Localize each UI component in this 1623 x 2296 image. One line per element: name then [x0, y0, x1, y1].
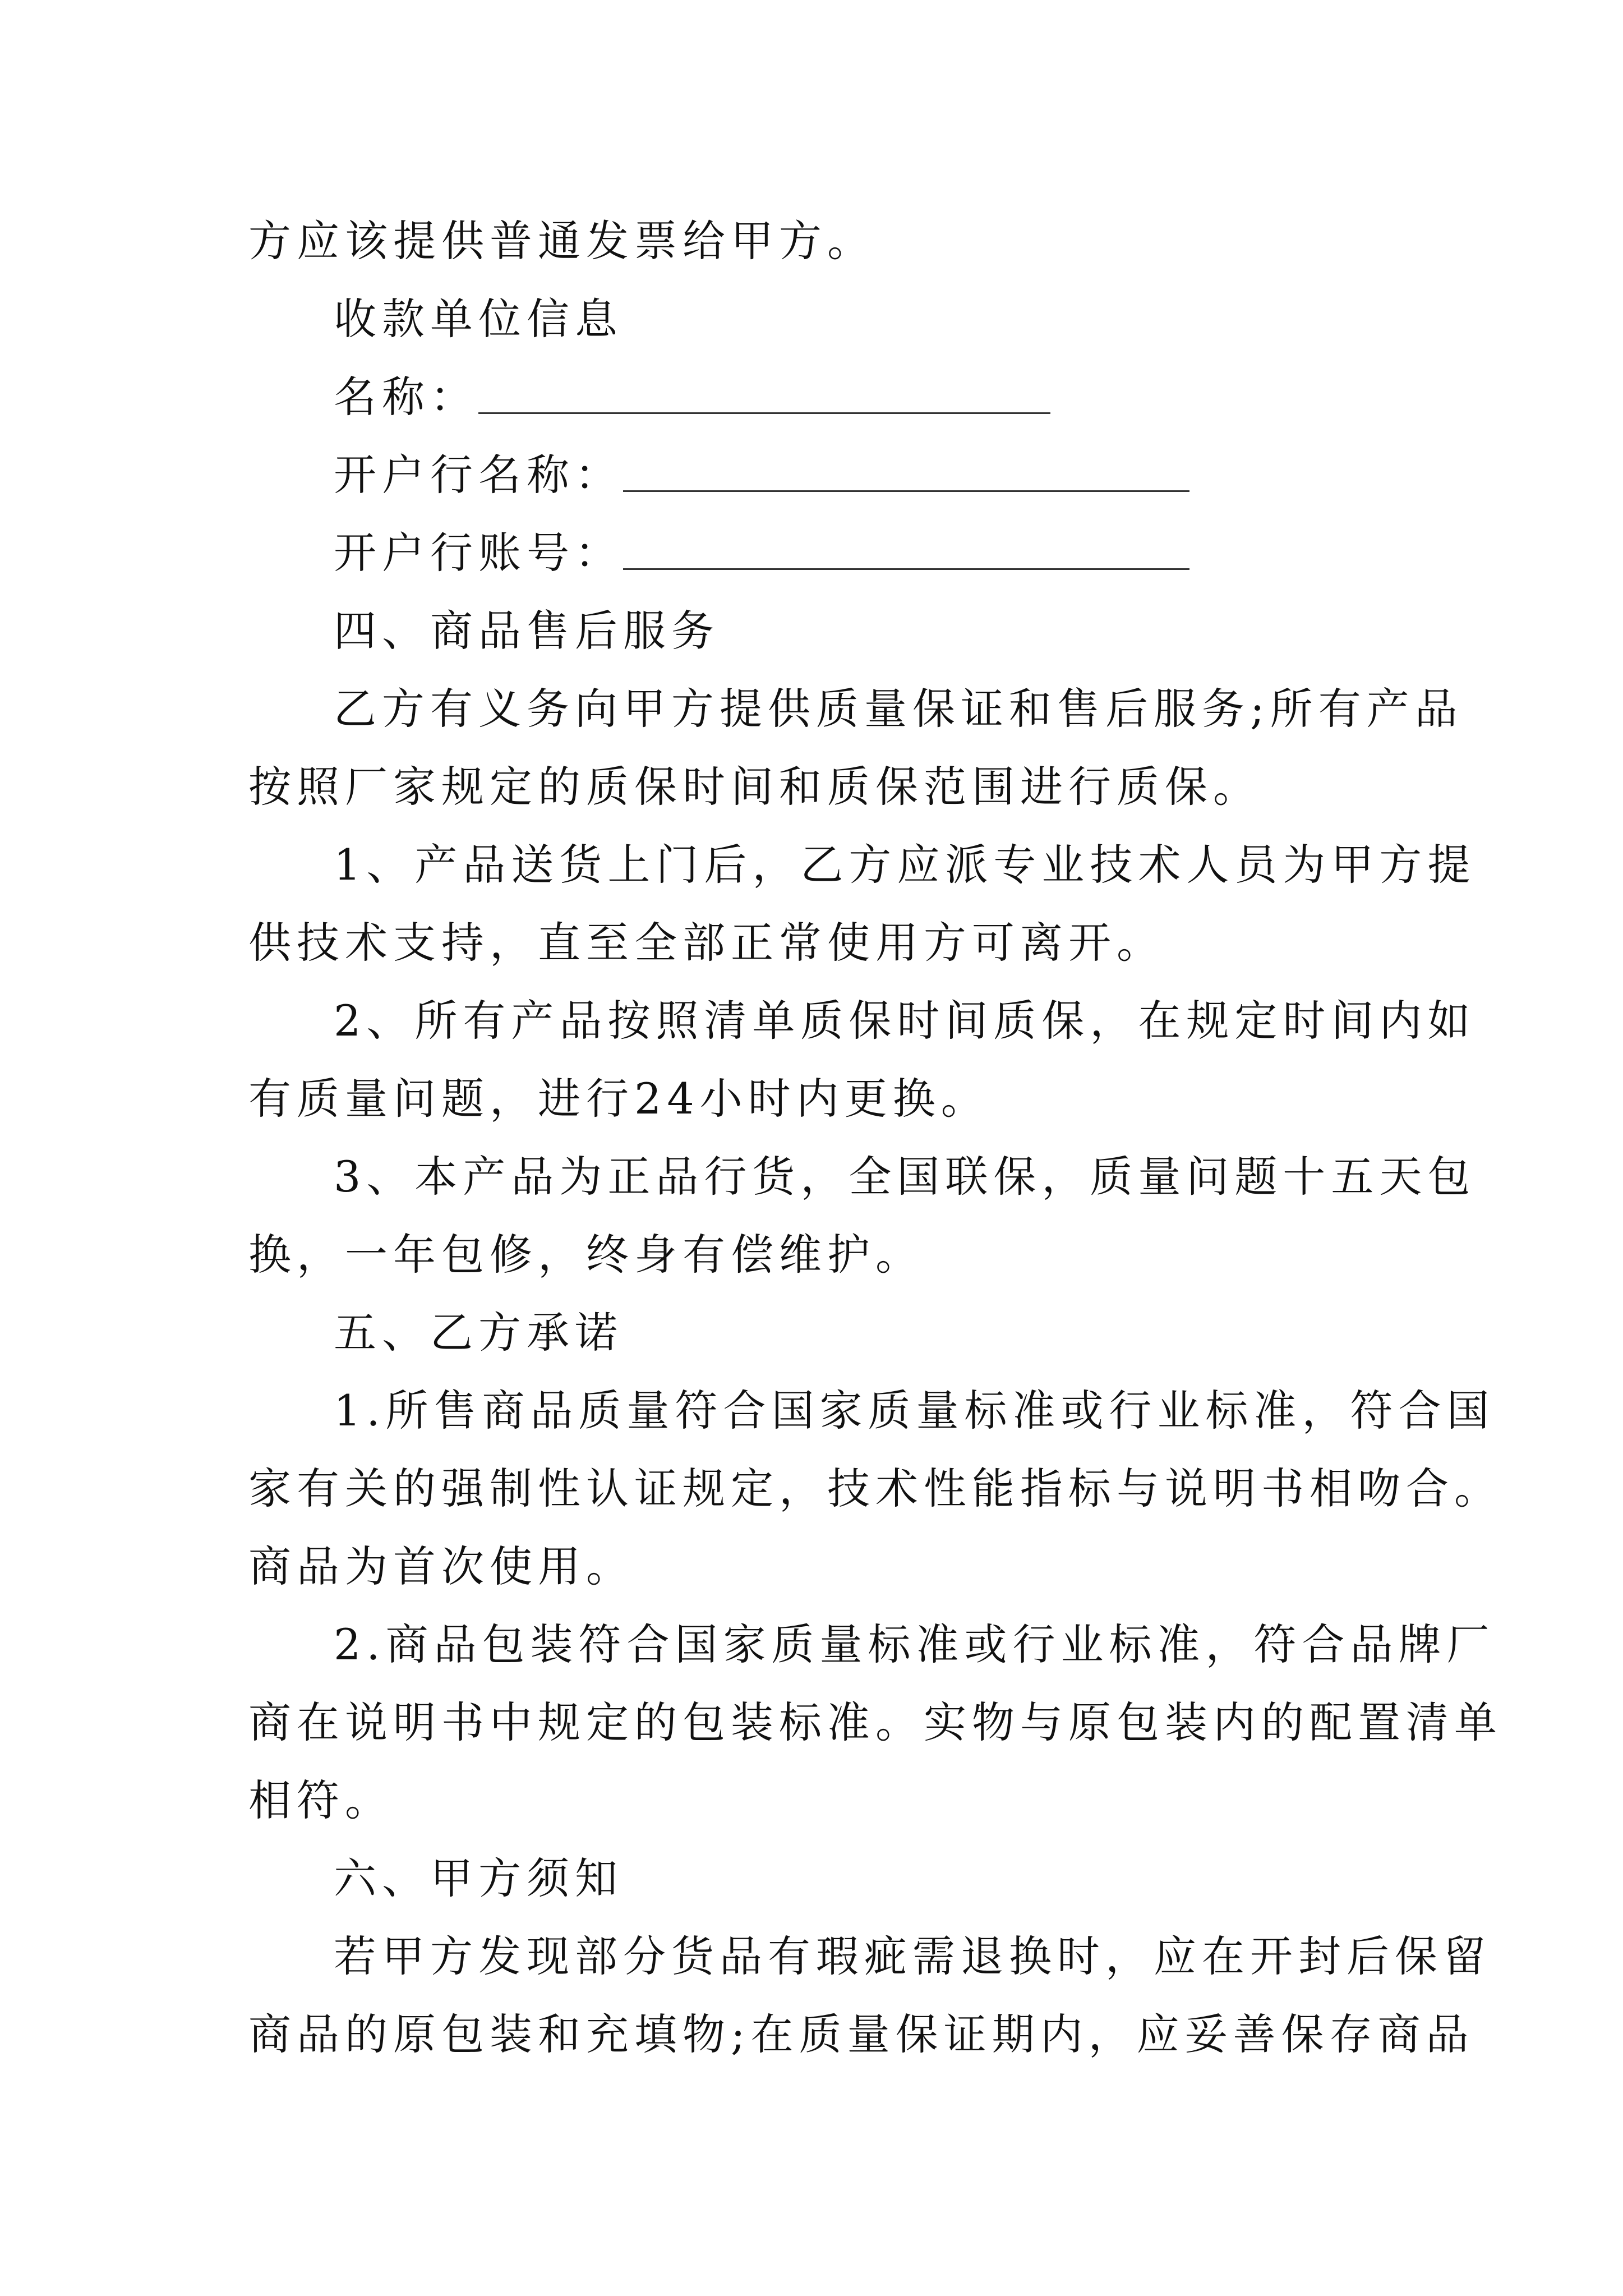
text-line: 乙方有义务向甲方提供质量保证和售后服务;所有产品: [334, 684, 1463, 734]
text-line: 商在说明书中规定的包装标准。实物与原包装内的配置清单: [248, 1697, 1502, 1747]
payee-name-blank[interactable]: [478, 374, 1050, 414]
text-line: 若甲方发现部分货品有瑕疵需退换时，应在开封后保留: [334, 1931, 1491, 1981]
text-line: 换，一年包修，终身有偿维护。: [248, 1230, 924, 1280]
text-line: 1.所售商品质量符合国家质量标准或行业标准，符合国: [334, 1386, 1495, 1435]
text-line: 家有关的强制性认证规定，技术性能指标与说明书相吻合。: [248, 1464, 1502, 1513]
payee-name-row: [248, 358, 1387, 436]
text-line: 1、产品送货上门后，乙方应派专业技术人员为甲方提: [334, 840, 1476, 890]
text-line: 相符。: [248, 1775, 393, 1825]
text-line: 商品的原包装和充填物;在质量保证期内，应妥善保存商品: [248, 2009, 1474, 2059]
bank-name-blank[interactable]: [623, 452, 1189, 492]
text-line: 2.商品包装符合国家质量标准或行业标准，符合品牌厂: [334, 1619, 1495, 1669]
section-heading: 五、乙方承诺: [334, 1308, 623, 1358]
text-line: 按照厂家规定的质保时间和质保范围进行质保。: [248, 762, 1261, 812]
bank-name-row: [248, 436, 1387, 514]
text-line: 有质量问题，进行24小时内更换。: [248, 1074, 989, 1124]
bank-account-row: [248, 514, 1387, 592]
section-heading: 收款单位信息: [334, 294, 623, 344]
field-label: 名称：: [334, 372, 478, 422]
text-line: 3、本产品为正品行货，全国联保，质量问题十五天包: [334, 1152, 1476, 1202]
text-line: 方应该提供普通发票给甲方。: [248, 216, 875, 266]
text-line: 商品为首次使用。: [248, 1542, 634, 1591]
bank-account-blank[interactable]: [623, 530, 1189, 570]
text-line: 2、所有产品按照清单质保时间质保，在规定时间内如: [334, 996, 1476, 1046]
field-label: 开户行账号：: [334, 528, 623, 578]
section-heading: 六、甲方须知: [334, 1853, 623, 1903]
field-label: 开户行名称：: [334, 450, 623, 500]
document-page: [248, 202, 1502, 2073]
section-heading: 四、商品售后服务: [334, 606, 720, 656]
text-line: 供技术支持，直至全部正常使用方可离开。: [248, 918, 1165, 968]
